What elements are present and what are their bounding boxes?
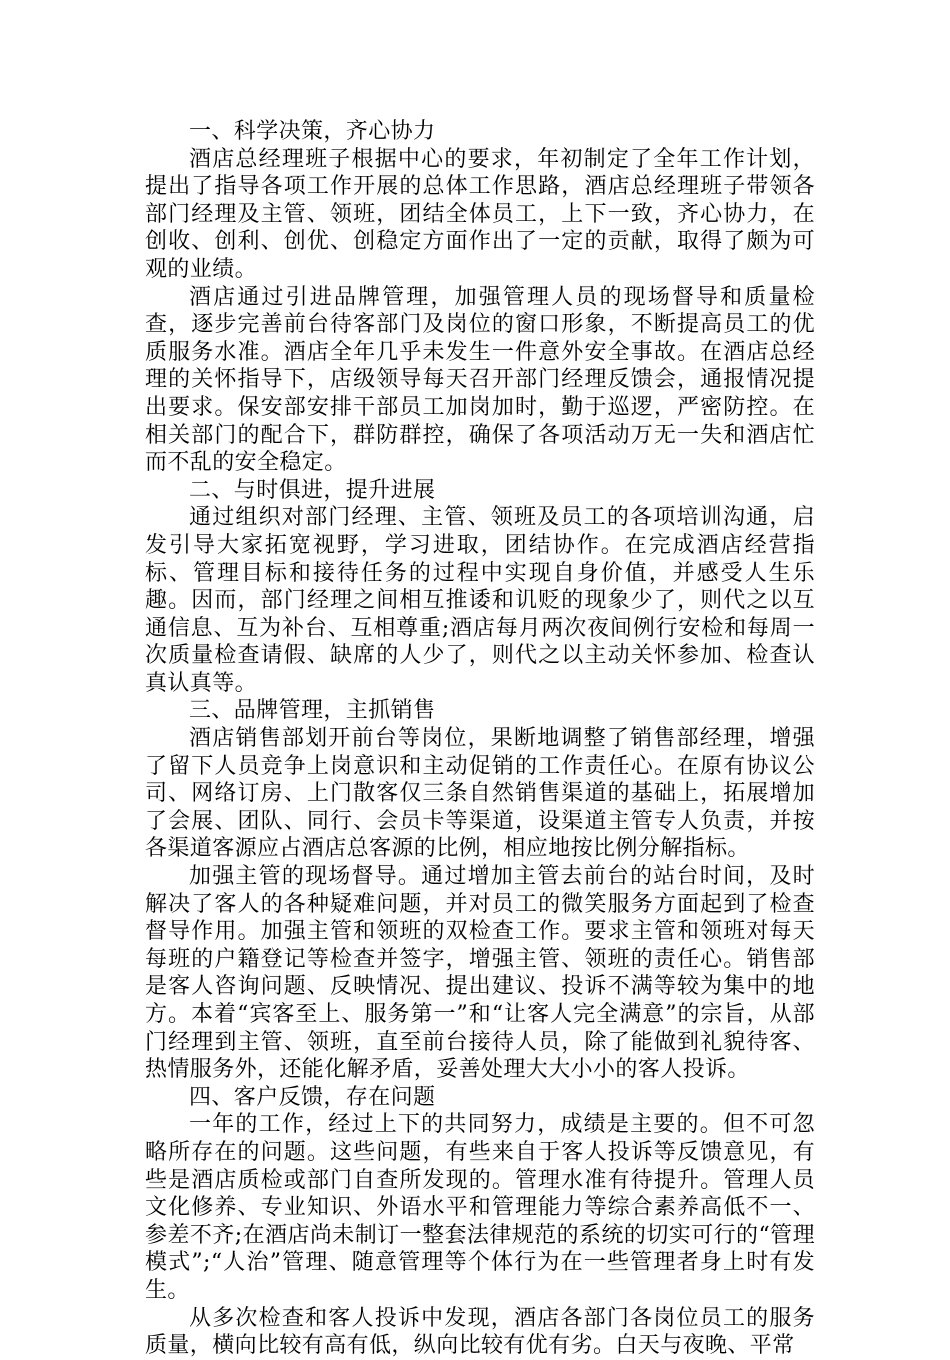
- paragraph-1: 酒店总经理班子根据中心的要求，年初制定了全年工作计划，提出了指导各项工作开展的总体工作思路，酒店总经理班子带领各部门经理及主管、领班，团结全体员工，上下一致，齐心协力，在创收、创利、创优、创稳定方面作出了一定的贡献，取得了颇为可观的业绩。: [145, 146, 815, 282]
- section-heading-3: 三、品牌管理，主抓销售: [189, 698, 436, 724]
- paragraph-7: 从多次检查和客人投诉中发现，酒店各部门各岗位员工的服务质量，横向比较有高有低，纵向比较有优有劣。白天与夜晚、平常: [145, 1305, 815, 1359]
- paragraph-4: 酒店销售部划开前台等岗位，果断地调整了销售部经理，增强了留下人员竞争上岗意识和主动促销的工作责任心。在原有协议公司、网络订房、上门散客仅三条自然销售渠道的基础上，拓展增加了会展、团队、同行、会员卡等渠道，设渠道主管专人负责，并按各渠道客源应占酒店总客源的比例，相应地按比例分解指标。: [145, 726, 815, 862]
- section-heading-1: 一、科学决策，齐心协力: [189, 119, 436, 144]
- paragraph-6: 一年的工作，经过上下的共同努力，成绩是主要的。但不可忽略所存在的问题。这些问题，有些来自于客人投诉等反馈意见，有些是酒店质检或部门自查所发现的。管理水准有待提升。管理人员文化修养、专业知识、外语水平和管理能力等综合素养高低不一、参差不齐;在酒店尚未制订一整套法律规范的系统的切实可行的“管理模式”;“人治”管理、随意管理等个体行为在一些管理者身上时有发生。: [145, 1112, 815, 1303]
- paragraph-2: 酒店通过引进品牌管理，加强管理人员的现场督导和质量检查，逐步完善前台待客部门及岗位的窗口形象，不断提高员工的优质服务水准。酒店全年几乎未发生一件意外安全事故。在酒店总经理的关怀指导下，店级领导每天召开部门经理反馈会，通报情况提出要求。保安部安排干部员工加岗加时，勤于巡逻，严密防控。在相关部门的配合下，群防群控，确保了各项活动万无一失和酒店忙而不乱的安全稳定。: [145, 284, 815, 476]
- paragraph-5: 加强主管的现场督导。通过增加主管去前台的站台时间，及时解决了客人的各种疑难问题，并对员工的微笑服务方面起到了检查督导作用。加强主管和领班的双检查工作。要求主管和领班对每天每班的户籍登记等检查并签字，增强主管、领班的责任心。销售部是客人咨询问题、反映情况、提出建议、投诉不满等较为集中的地方。本着“宾客至上、服务第一”和“让客人完全满意”的宗旨，从部门经理到主管、领班，直至前台接待人员，除了能做到礼貌待客、热情服务外，还能化解矛盾，妥善处理大大小小的客人投诉。: [145, 864, 815, 1083]
- section-heading-4: 四、客户反馈，存在问题: [189, 1084, 436, 1110]
- paragraph-3: 通过组织对部门经理、主管、领班及员工的各项培训沟通，启发引导大家拓宽视野，学习进取，团结协作。在完成酒店经营指标、管理目标和接待任务的过程中实现自身价值，并感受人生乐趣。因而，部门经理之间相互推诿和讥贬的现象少了，则代之以互通信息、互为补台、互相尊重;酒店每月两次夜间例行安检和每周一次质量检查请假、缺席的人少了，则代之以主动关怀参加、检查认真认真等。: [145, 505, 815, 696]
- section-heading-2: 二、与时俱进，提升进展: [189, 477, 436, 503]
- document-body: [145, 118, 815, 1360]
